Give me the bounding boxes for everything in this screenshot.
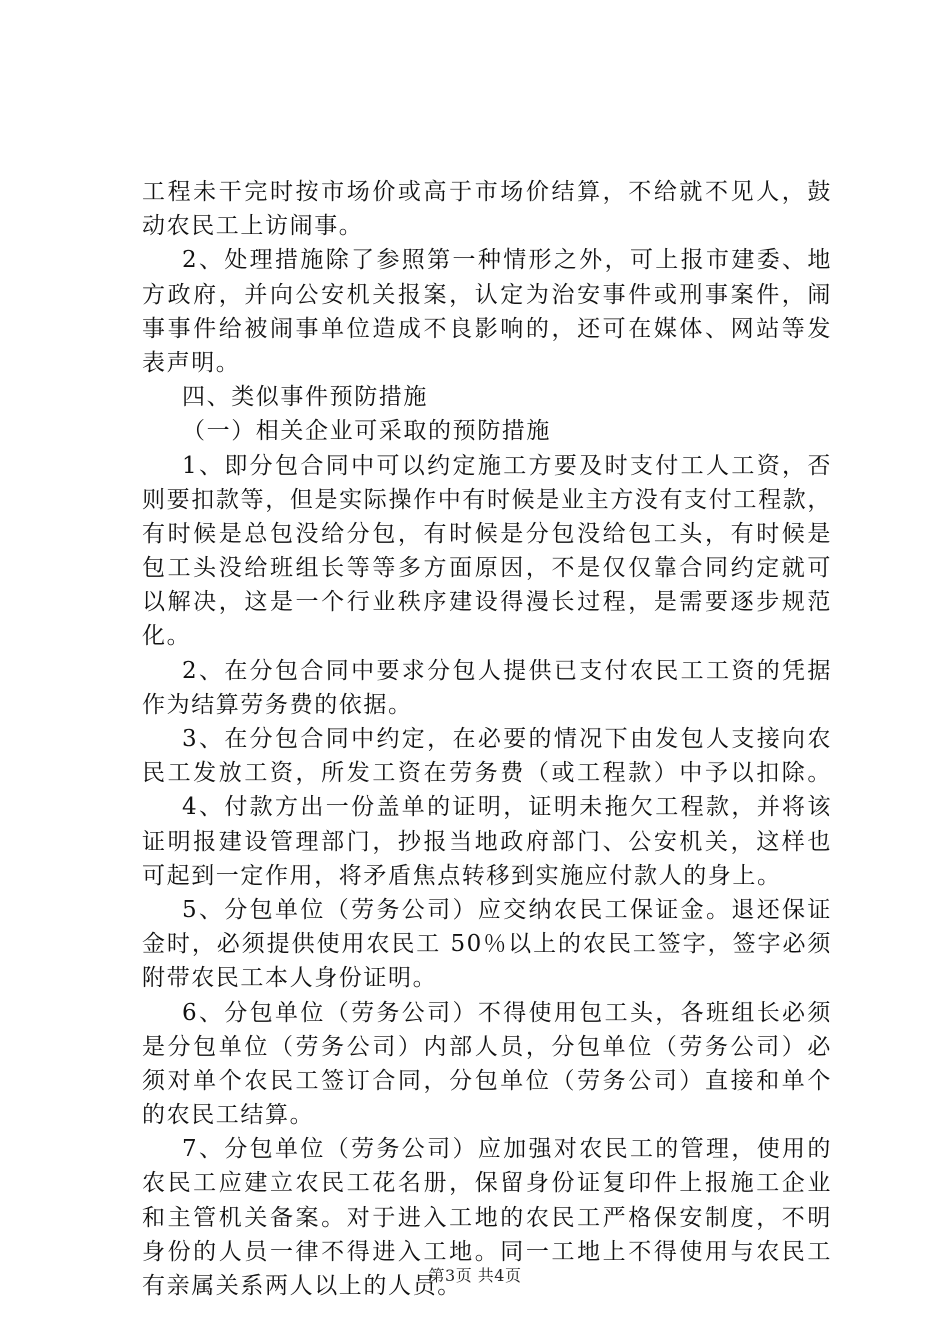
section-heading: 四、类似事件预防措施 [182, 384, 428, 411]
text-line: 有亲属关系两人以上的人员。 [142, 1273, 462, 1299]
paragraph-start-line: 2、在分包合同中要求分包人提供已支付农民工工资的凭据 [182, 657, 832, 684]
text-line: 作为结算劳务费的依据。 [142, 691, 413, 718]
text-line: 事事件给被闹事单位造成不良影响的，还可在媒体、网站等发 [142, 315, 832, 342]
text-line: 的农民工结算。 [142, 1102, 315, 1129]
text-line: 工程未干完时按市场价或高于市场价结算，不给就不见人，鼓 [142, 179, 832, 205]
text-line: 可起到一定作用，将矛盾焦点转移到实施应付款人的身上。 [142, 862, 782, 889]
text-line: 化。 [142, 623, 192, 650]
text-line: 以解决，这是一个行业秩序建设得漫长过程，是需要逐步规范 [142, 589, 832, 616]
paragraph-start-line: 1、即分包合同中可以约定施工方要及时支付工人工资，否 [182, 452, 832, 479]
text-line: 方政府，并向公安机关报案，认定为治安事件或刑事案件，闹 [142, 281, 832, 308]
text-line: 是分包单位（劳务公司）内部人员，分包单位（劳务公司）必 [142, 1033, 832, 1060]
text-line: 金时，必须提供使用农民工 50％以上的农民工签字，签字必须 [142, 931, 832, 958]
paragraph-start-line: 6、分包单位（劳务公司）不得使用包工头，各班组长必须 [182, 999, 832, 1026]
text-line: 表声明。 [142, 349, 241, 376]
text-line: 动农民工上访闹事。 [142, 213, 364, 240]
text-line: 有时候是总包没给分包，有时候是分包没给包工头，有时候是 [142, 520, 832, 547]
paragraph-start-line: 4、付款方出一份盖单的证明，证明未拖欠工程款，并将该 [182, 794, 832, 821]
text-line: 附带农民工本人身份证明。 [142, 965, 438, 992]
paragraph-start-line: 5、分包单位（劳务公司）应交纳农民工保证金。退还保证 [182, 896, 832, 923]
text-line: 则要扣款等，但是实际操作中有时候是业主方没有支付工程款， [142, 486, 832, 513]
document-body [142, 175, 832, 1303]
text-line: 证明报建设管理部门，抄报当地政府部门、公安机关，这样也 [142, 828, 832, 855]
paragraph-start-line: 2、处理措施除了参照第一种情形之外，可上报市建委、地 [182, 247, 832, 274]
paragraph-start-line: 7、分包单位（劳务公司）应加强对农民工的管理，使用的 [182, 1136, 832, 1163]
text-line: 民工发放工资，所发工资在劳务费（或工程款）中予以扣除。 [142, 760, 832, 787]
paragraph-start-line: 3、在分包合同中约定，在必要的情况下由发包人支接向农 [182, 726, 832, 752]
text-line: 包工头没给班组长等等多方面原因，不是仅仅靠合同约定就可 [142, 555, 832, 582]
text-line: 身份的人员一律不得进入工地。同一工地上不得使用与农民工 [142, 1238, 832, 1265]
text-line: 农民工应建立农民工花名册，保留身份证复印件上报施工企业 [142, 1170, 832, 1197]
page-number-footer: 第3页 共4页 [428, 1266, 522, 1285]
text-line: 和主管机关备案。对于进入工地的农民工严格保安制度，不明 [142, 1204, 832, 1231]
subsection-heading: （一）相关企业可采取的预防措施 [182, 418, 551, 445]
text-line: 须对单个农民工签订合同，分包单位（劳务公司）直接和单个 [142, 1067, 832, 1094]
